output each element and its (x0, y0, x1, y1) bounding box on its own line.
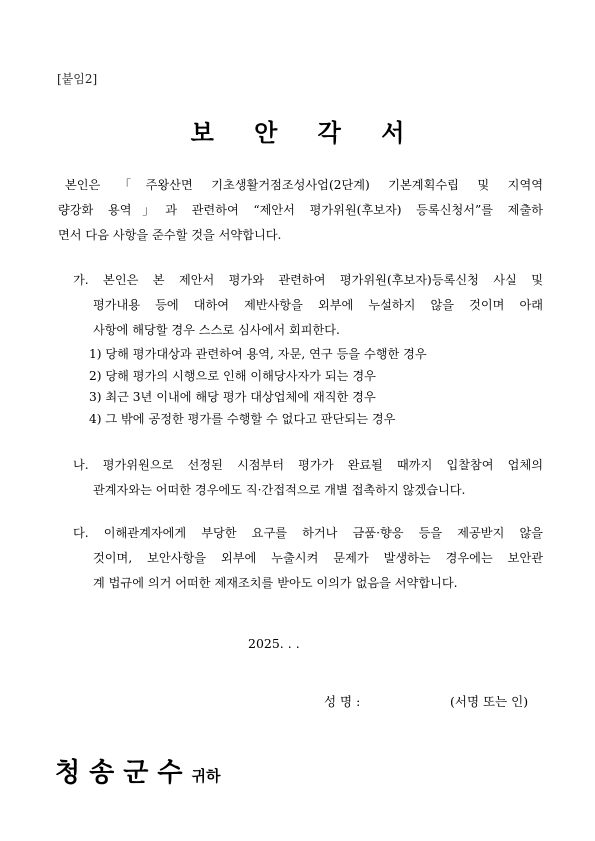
intro-paragraph (58, 173, 543, 248)
subitem-4: 4) 그 밖에 공정한 평가를 수행할 수 없다고 판단되는 경우 (89, 411, 396, 426)
recipient-suffix: 귀하 (191, 767, 221, 785)
clause-na (73, 453, 543, 503)
subitem-2: 2) 당해 평가의 시행으로 인해 이해당사자가 되는 경우 (89, 368, 376, 383)
intro-line-1: 본인은 「주왕산면 기초생활거점조성사업(2단계) 기본계획수립 및 지역역 (65, 178, 543, 192)
recipient (55, 752, 220, 789)
clause-da-line-1: 다. 이해관계자에게 부당한 요구를 하거나 금품·향응 등을 제공받지 않을 (73, 526, 543, 540)
clause-ga-line-2: 평가내용 등에 대하여 제반사항을 외부에 누설하지 않을 것이며 아래 (93, 298, 543, 312)
date-field: 2025. . . (248, 636, 300, 651)
clause-ga-line-1: 가. 본인은 본 제안서 평가와 관련하여 평가위원(후보자)등록신청 사실 및 (73, 273, 543, 287)
intro-line-2: 량강화 용역」과 관련하여 “제안서 평가위원(후보자) 등록신청서”를 제출하 (58, 203, 543, 217)
intro-line-3: 면서 다음 사항을 준수할 것을 서약합니다. (58, 228, 282, 242)
signature-label: 성 명 : (324, 694, 361, 709)
clause-ga (73, 268, 543, 343)
recipient-name: 청송군수 (55, 758, 192, 788)
clause-da-line-3: 계 법규에 의거 어떠한 제재조치를 받아도 이의가 없음을 서약합니다. (93, 576, 458, 590)
clause-na-line-1: 나. 평가위원으로 선정된 시점부터 평가가 완료될 때까지 입찰참여 업체의 (73, 458, 543, 472)
clause-ga-line-3: 사항에 해당할 경우 스스로 심사에서 회피한다. (93, 323, 340, 337)
clause-da-line-2: 것이며, 보안사항을 외부에 누출시켜 문제가 발생하는 경우에는 보안관 (93, 551, 543, 565)
subitem-3: 3) 최근 3년 이내에 해당 평가 대상업체에 재직한 경우 (89, 390, 376, 404)
attachment-label: [붙임2] (57, 72, 98, 86)
clause-na-line-2: 관계자와는 어떠한 경우에도 직·간접적으로 개별 접촉하지 않겠습니다. (93, 483, 466, 497)
clause-da (73, 521, 543, 596)
signature-note: (서명 또는 인) (450, 694, 529, 709)
subitem-1: 1) 당해 평가대상과 관련하여 용역, 자문, 연구 등을 수행한 경우 (89, 347, 427, 361)
document-title: 보 안 각 서 (190, 118, 421, 147)
clause-ga-subitems (89, 344, 427, 430)
